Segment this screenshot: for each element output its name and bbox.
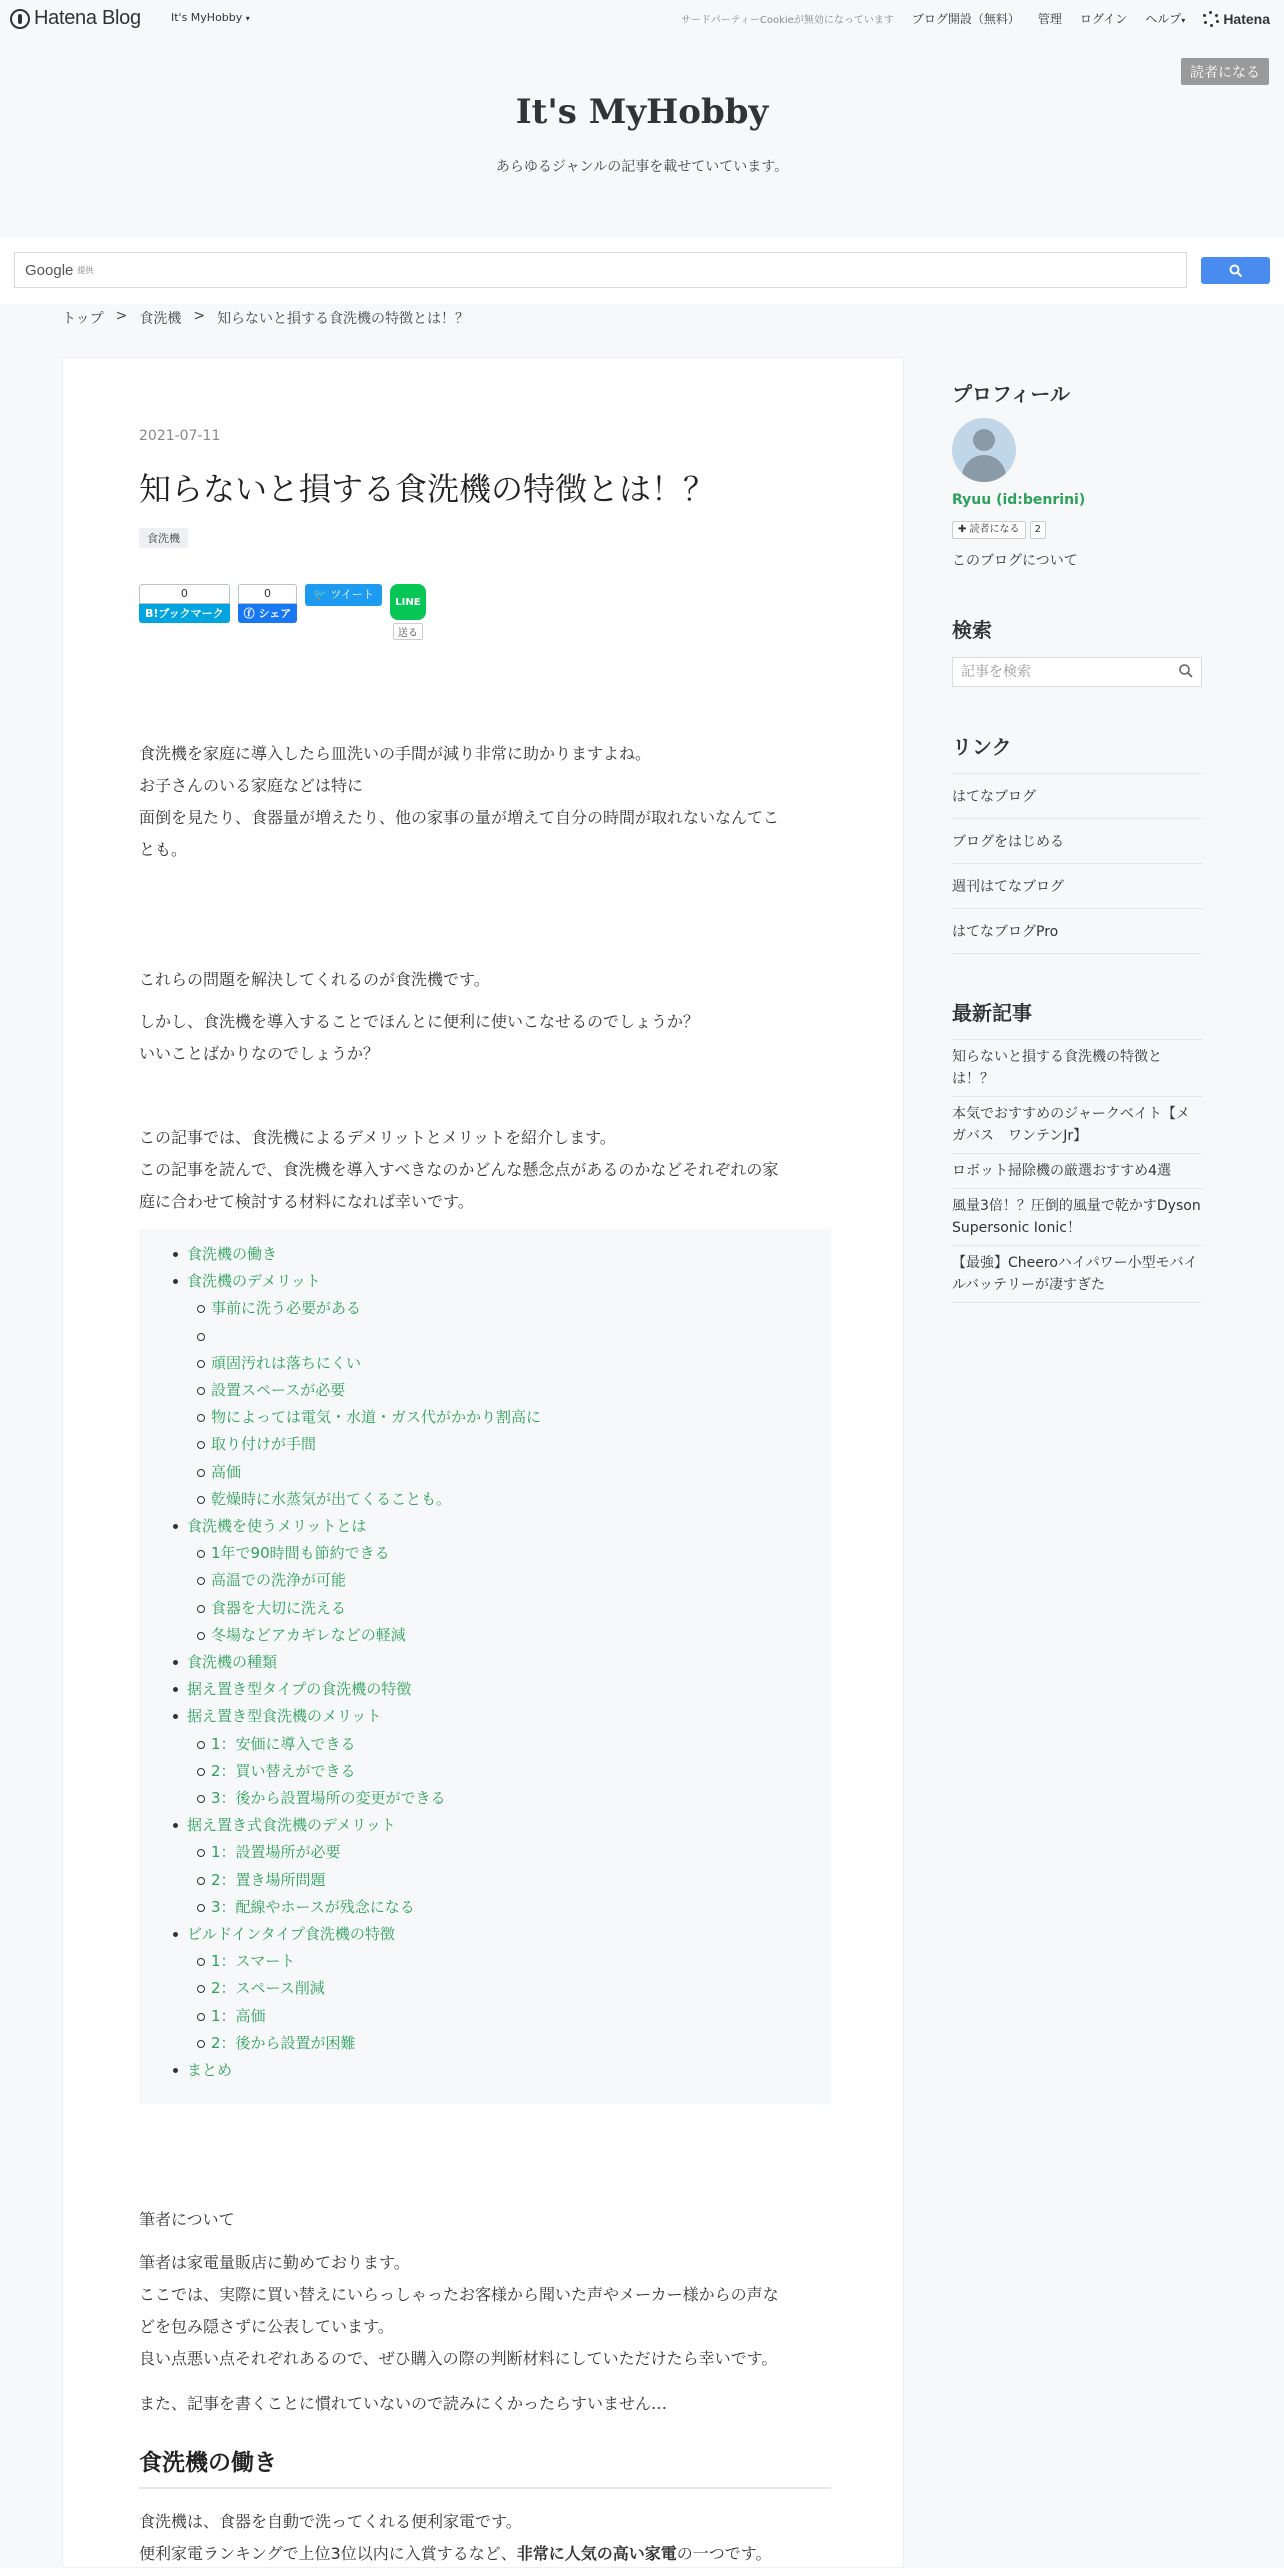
nav-help[interactable] (1145, 10, 1185, 27)
toc-item[interactable]: 食洗機の種類 (187, 1649, 831, 1676)
author-line: どを包み隠さずに公表しています。 (139, 2317, 394, 2336)
hatena-bookmark-count: 0 (139, 584, 230, 604)
links-list (952, 773, 1202, 954)
toc-item[interactable]: 3：配線やホースが残念になる (211, 1894, 831, 1921)
blog-selector-label: It's MyHobby (171, 11, 243, 24)
caret-down-icon: ▾ (1181, 16, 1186, 25)
sidebar-subscribe-button[interactable] (952, 521, 1026, 539)
google-brand: Google (25, 261, 74, 279)
toc-item[interactable]: 食器を大切に洗える (211, 1595, 831, 1622)
global-header (0, 0, 1284, 36)
toc-item[interactable]: 据え置き型食洗機のメリット (187, 1703, 831, 1730)
hatena-brand[interactable] (1203, 11, 1270, 27)
author-line: 良い点悪い点それぞれあるので、ぜひ購入の際の判断材料にしていただけたら幸いです。 (139, 2349, 778, 2368)
intro-line: 面倒を見たり、食器量が増えたり、他の家事の量が増えて自分の時間が取れないなんてこ (139, 808, 780, 827)
breadcrumb-separator: > (115, 308, 128, 324)
recent-entry[interactable]: 風量3倍！？圧倒的風量で乾かすDyson Supersonic Ionic！ (952, 1189, 1202, 1246)
recent-entry[interactable]: 本気でおすすめのジャークベイト【メガバス ワンテンJr】 (952, 1097, 1202, 1154)
reader-count[interactable]: 2 (1030, 521, 1046, 539)
table-of-contents (139, 1229, 831, 2104)
toc-item[interactable]: 3：後から設置場所の変更ができる (211, 1785, 831, 1812)
purpose-line: この記事では、食洗機によるデメリットとメリットを紹介します。 (139, 1128, 616, 1147)
share-buttons (139, 584, 426, 640)
logo-text: Hatena Blog (34, 7, 141, 29)
section-line: 食洗機は、食器を自動で洗ってくれる便利家電です。 (139, 2512, 522, 2531)
purpose-line: この記事を読んで、食洗機を導入すべきなのかどんな懸念点があるのかなどそれぞれの家 (139, 1160, 779, 1179)
toc-list (187, 1241, 831, 2084)
section-emphasis: 非常に人気の高い家電 (516, 2544, 677, 2563)
nav-help-label: ヘルプ (1145, 12, 1182, 26)
toc-item[interactable]: 食洗機のデメリット (187, 1268, 831, 1295)
recent-entry[interactable]: ロボット掃除機の厳選おすすめ4選 (952, 1154, 1202, 1189)
blog-description: あらゆるジャンルの記事を載せていています。 (495, 159, 789, 175)
toc-item[interactable]: 頑固汚れは落ちにくい (211, 1350, 831, 1377)
reader-label: 読者になる (969, 524, 1020, 535)
breadcrumb (62, 308, 469, 328)
section-heading: 食洗機の働き (139, 2444, 831, 2489)
line-icon: LINE (390, 584, 426, 620)
plus-icon: ✚ (958, 524, 970, 535)
recent-heading: 最新記事 (952, 1001, 1032, 1025)
sidebar-search-input[interactable]: 記事を検索 (952, 657, 1202, 687)
facebook-share-count: 0 (238, 584, 298, 604)
profile-heading: プロフィール (952, 382, 1070, 406)
toc-item[interactable]: 物によっては電気・水道・ガス代がかかり割高に (211, 1404, 831, 1431)
line-share-button[interactable] (390, 584, 426, 640)
top-nav (681, 10, 1270, 27)
about-blog-link[interactable]: このブログについて (952, 553, 1078, 569)
breadcrumb-top[interactable]: トップ (62, 311, 104, 327)
breadcrumb-separator: > (193, 308, 206, 324)
avatar-body (962, 455, 1006, 482)
toc-item[interactable]: 1：スマート (211, 1948, 831, 1975)
sidebar-link[interactable]: はてなブログ (952, 774, 1202, 819)
intro-line: とも。 (139, 840, 188, 859)
facebook-share-button[interactable] (238, 584, 298, 640)
article-date[interactable]: 2021-07-11 (139, 428, 221, 444)
author-line: 筆者は家電量販店に勤めております。 (139, 2253, 410, 2272)
facebook-icon: ⓕ (243, 607, 259, 620)
avatar-head (973, 429, 995, 451)
toc-item[interactable]: 食洗機の働き (187, 1241, 831, 1268)
author-heading: 筆者について (139, 2210, 235, 2229)
nav-login[interactable]: ログイン (1079, 12, 1128, 26)
cookie-notice: サードパーティーCookieが無効になっています (680, 15, 894, 26)
subscribe-button[interactable]: 読者になる (1181, 58, 1269, 85)
toc-item[interactable]: ビルドインタイプ食洗機の特徴 (187, 1921, 831, 1948)
toc-item[interactable]: 2：置き場所問題 (211, 1867, 831, 1894)
purpose-paragraph (139, 1122, 831, 1218)
breadcrumb-current[interactable]: 知らないと損する食洗機の特徴とは！？ (217, 311, 470, 327)
author-line: ここでは、実際に買い替えにいらっしゃったお客様から聞いた声やメーカー様からの声な (139, 2285, 779, 2304)
hatena-bookmark-label: B!ブックマーク (139, 604, 230, 623)
intro-line: 食洗機を家庭に導入したら皿洗いの手間が減り非常に助かりますよね。 (139, 744, 652, 763)
intro-line: お子さんのいる家庭などは特に (139, 776, 364, 795)
profile-name[interactable]: Ryuu (id:benrini) (952, 492, 1086, 508)
hatena-dots-icon (1203, 11, 1219, 27)
caret-down-icon: ▾ (245, 14, 250, 23)
blog-title[interactable]: It's MyHobby (515, 92, 769, 132)
links-heading: リンク (952, 735, 1012, 759)
author-apology: また、記事を書くことに慣れていないので読みにくかったらすいません… (139, 2394, 668, 2413)
google-search-button[interactable] (1201, 257, 1270, 284)
search-icon[interactable] (1178, 663, 1194, 679)
article-title[interactable]: 知らないと損する食洗機の特徴とは！？ (139, 470, 716, 508)
sidebar-link[interactable]: ブログをはじめる (952, 819, 1202, 864)
intro-paragraph (139, 738, 831, 866)
search-heading: 検索 (952, 618, 992, 642)
blog-selector[interactable] (171, 11, 250, 24)
tweet-button[interactable] (305, 584, 382, 606)
twitter-bird-icon: 🐦 (313, 588, 327, 601)
recent-entry[interactable]: 知らないと損する食洗機の特徴とは！？ (952, 1040, 1202, 1097)
recent-entries (952, 1039, 1202, 1303)
toc-item[interactable]: まとめ (187, 2057, 831, 2084)
toc-item[interactable]: 据え置き式食洗機のデメリット (187, 1812, 831, 1839)
toc-item[interactable]: 冬場などアカギレなどの軽減 (211, 1622, 831, 1649)
question-line: しかし、食洗機を導入することでほんとに便利に使いこなせるのでしょうか？ (139, 1012, 700, 1031)
google-search-bar (0, 238, 1284, 304)
section-line: の一つです。 (676, 2544, 772, 2563)
toc-item[interactable]: 2：買い替えができる (211, 1758, 831, 1785)
google-provided: 提供 (77, 265, 94, 275)
reader-row (952, 521, 1046, 539)
tweet-label: ツイート (330, 588, 374, 601)
toc-item[interactable]: 事前に洗う必要がある (211, 1295, 831, 1322)
facebook-share-text: シェア (258, 607, 292, 620)
avatar[interactable] (952, 418, 1016, 482)
toc-item[interactable]: 1年で90時間も節約できる (211, 1540, 831, 1567)
solve-paragraph: これらの問題を解決してくれるのが食洗機です。 (139, 970, 490, 989)
toc-item[interactable]: 取り付けが手間 (211, 1431, 831, 1458)
question-line: いいことばかりなのでしょうか？ (139, 1044, 380, 1063)
toc-item[interactable]: 据え置き型タイプの食洗機の特徴 (187, 1676, 831, 1703)
search-icon (1229, 264, 1243, 278)
breadcrumb-category[interactable]: 食洗機 (139, 311, 182, 327)
google-search-input[interactable] (14, 252, 1187, 288)
hatena-brand-label: Hatena (1223, 10, 1270, 27)
toc-item[interactable]: 設置スペースが必要 (211, 1377, 831, 1404)
toc-item[interactable] (211, 1323, 831, 1350)
toc-item[interactable]: 2：スペース削減 (211, 1975, 831, 2002)
line-share-label: 送る (393, 623, 423, 640)
toc-item[interactable]: 食洗機を使うメリットとは (187, 1513, 831, 1540)
sidebar-link[interactable]: 週刊はてなブログ (952, 864, 1202, 909)
toc-item[interactable]: 1：設置場所が必要 (211, 1839, 831, 1866)
author-paragraph (139, 2247, 831, 2375)
hatena-bookmark-button[interactable] (139, 584, 230, 640)
article-card (62, 357, 904, 2568)
toc-item[interactable]: 乾燥時に水蒸気が出てくることも。 (211, 1486, 831, 1513)
question-paragraph (139, 1006, 831, 1070)
section-line: 便利家電ランキングで上位3位以内に入賞するなど、 (139, 2544, 517, 2563)
nav-open-blog[interactable]: ブログ開設（無料） (911, 12, 1020, 26)
purpose-line: 庭に合わせて検討する材料になれば幸いです。 (139, 1192, 474, 1211)
recent-entry[interactable]: 【最強】Cheeroハイパワー小型モバイルバッテリーが凄すぎた (952, 1246, 1202, 1303)
toc-item[interactable]: 2：後から設置が困難 (211, 2030, 831, 2057)
toc-item[interactable]: 高価 (211, 1459, 831, 1486)
facebook-share-label (238, 604, 298, 623)
category-tag[interactable]: 食洗機 (139, 528, 188, 548)
hatena-logo-icon (10, 9, 30, 29)
toc-item[interactable]: 高温での洗浄が可能 (211, 1567, 831, 1594)
hatena-blog-logo[interactable] (10, 7, 141, 30)
section-paragraph (139, 2506, 831, 2568)
nav-admin[interactable]: 管理 (1037, 12, 1062, 26)
sidebar-link[interactable]: はてなブログPro (952, 909, 1202, 954)
toc-item[interactable]: 1：高価 (211, 2003, 831, 2030)
toc-item[interactable]: 1：安価に導入できる (211, 1731, 831, 1758)
